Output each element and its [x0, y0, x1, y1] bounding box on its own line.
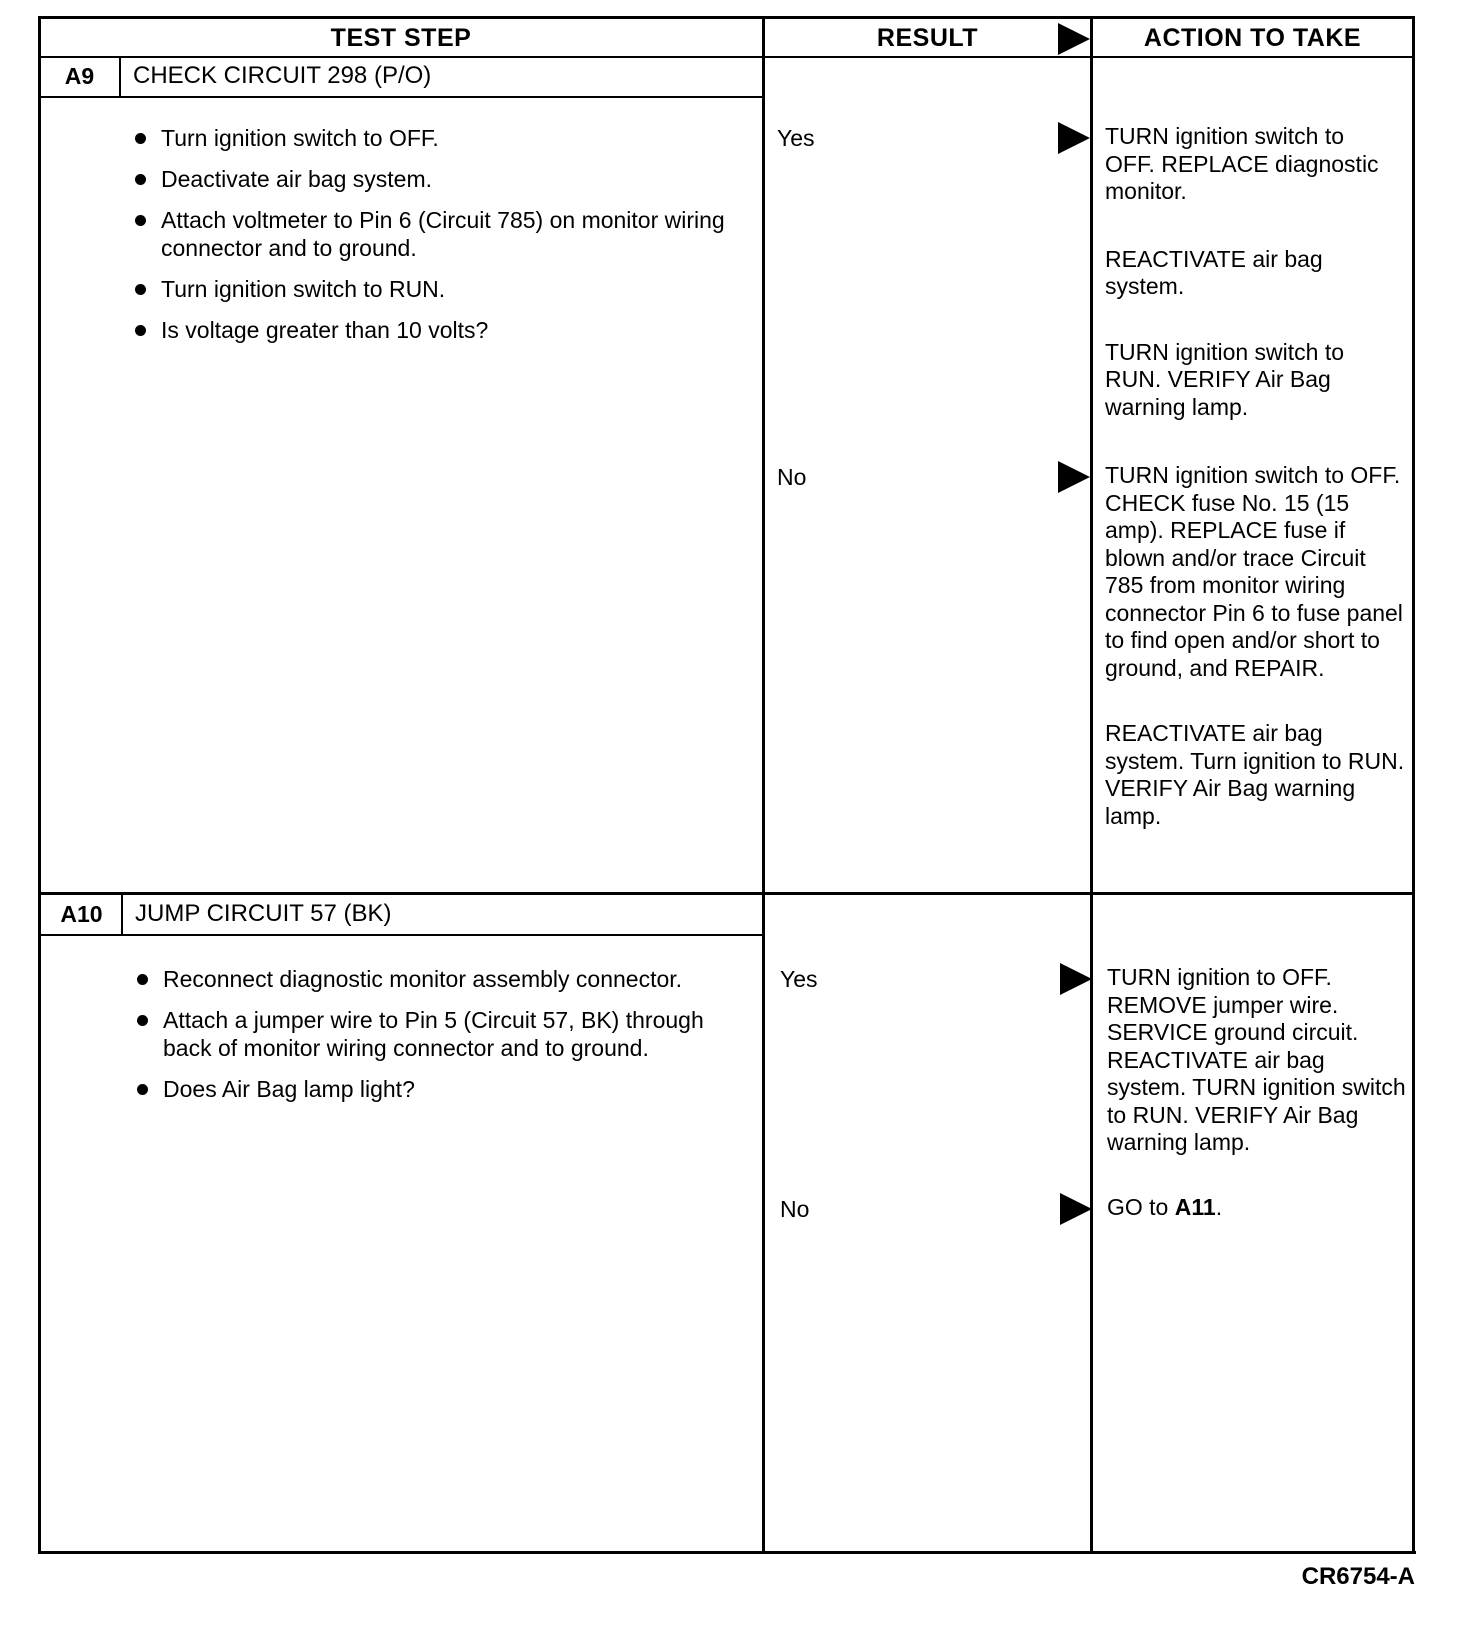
- header-result: RESULT: [876, 24, 979, 52]
- list-item: Does Air Bag lamp light?: [135, 1075, 735, 1103]
- figure-code: CR6754-A: [1301, 1563, 1415, 1590]
- action-paragraph: REACTIVATE air bag system.: [1105, 245, 1323, 299]
- header-test-step: TEST STEP: [330, 24, 472, 52]
- step-a10-result-yes: Yes: [780, 966, 818, 992]
- action-paragraph: REACTIVATE air bag system. Turn ignition to RUN. VERIFY Air Bag warning lamp.: [1105, 720, 1405, 829]
- step-a9-title: CHECK CIRCUIT 298 (P/O): [133, 62, 432, 89]
- step-a9-no-arrow-icon: [1058, 461, 1090, 493]
- header-arrow-icon: [1058, 23, 1090, 55]
- action-paragraph: TURN ignition switch to RUN. VERIFY Air Bag warning lamp.: [1105, 338, 1345, 420]
- step-a10-id: A10: [60, 901, 103, 927]
- list-item: Turn ignition switch to OFF.: [133, 124, 733, 152]
- step-a9-yes-actions: [1105, 123, 1400, 449]
- step-a10-no-arrow-icon: [1060, 1193, 1092, 1225]
- step-a10-result-no: No: [780, 1196, 810, 1222]
- table-border-bottom: [40, 1551, 1416, 1554]
- column-divider-result: [762, 16, 765, 1554]
- step-a10-id-divider: [121, 894, 123, 936]
- action-paragraph: TURN ignition switch to OFF. CHECK fuse No. 15 (15 amp). REPLACE fuse if blown and/or trace Circuit 785 from monitor wiring connector Pin 6 to fuse panel to find open and/or short to ground, and REPAIR.: [1105, 462, 1403, 681]
- list-item: Attach a jumper wire to Pin 5 (Circuit 57, BK) through back of monitor wiring connector and to ground.: [135, 1006, 735, 1062]
- step-a9-id-divider: [119, 56, 121, 98]
- step-a9-no-actions: [1105, 462, 1405, 858]
- action-text: GO to: [1107, 1194, 1175, 1220]
- list-item: Is voltage greater than 10 volts?: [133, 316, 733, 344]
- step-a9-bullets: [133, 124, 733, 357]
- step-a10-title: JUMP CIRCUIT 57 (BK): [135, 900, 392, 927]
- step-a9-title-underline: [38, 96, 764, 98]
- table-border-left: [38, 16, 41, 1554]
- step-a10-title-underline: [40, 934, 764, 936]
- step-a10-yes-arrow-icon: [1060, 963, 1092, 995]
- step-a9-id: A9: [64, 63, 95, 89]
- table-border-right: [1412, 16, 1415, 1554]
- step-reference: A11: [1174, 1194, 1216, 1220]
- list-item: Reconnect diagnostic monitor assembly connector.: [135, 965, 735, 993]
- step-a10-bullets: [135, 965, 735, 1116]
- step-a9-result-no: No: [777, 464, 807, 490]
- step-a9-yes-arrow-icon: [1058, 122, 1090, 154]
- list-item: Attach voltmeter to Pin 6 (Circuit 785) on monitor wiring connector and to ground.: [133, 206, 733, 262]
- step-a9-result-yes: Yes: [777, 125, 815, 151]
- step-a10-no-actions: [1107, 1194, 1407, 1222]
- list-item: Deactivate air bag system.: [133, 165, 733, 193]
- list-item: Turn ignition switch to RUN.: [133, 275, 733, 303]
- column-divider-action: [1090, 16, 1093, 1554]
- action-paragraph: TURN ignition to OFF. REMOVE jumper wire. SERVICE ground circuit. REACTIVATE air bag system. TURN ignition switch to RUN. VERIFY Air Bag warning lamp.: [1107, 964, 1406, 1155]
- step-a10-yes-actions: [1107, 964, 1407, 1185]
- header-action: ACTION TO TAKE: [1143, 24, 1362, 52]
- action-text: .: [1215, 1194, 1223, 1220]
- action-paragraph: TURN ignition switch to OFF. REPLACE diagnostic monitor.: [1105, 123, 1379, 204]
